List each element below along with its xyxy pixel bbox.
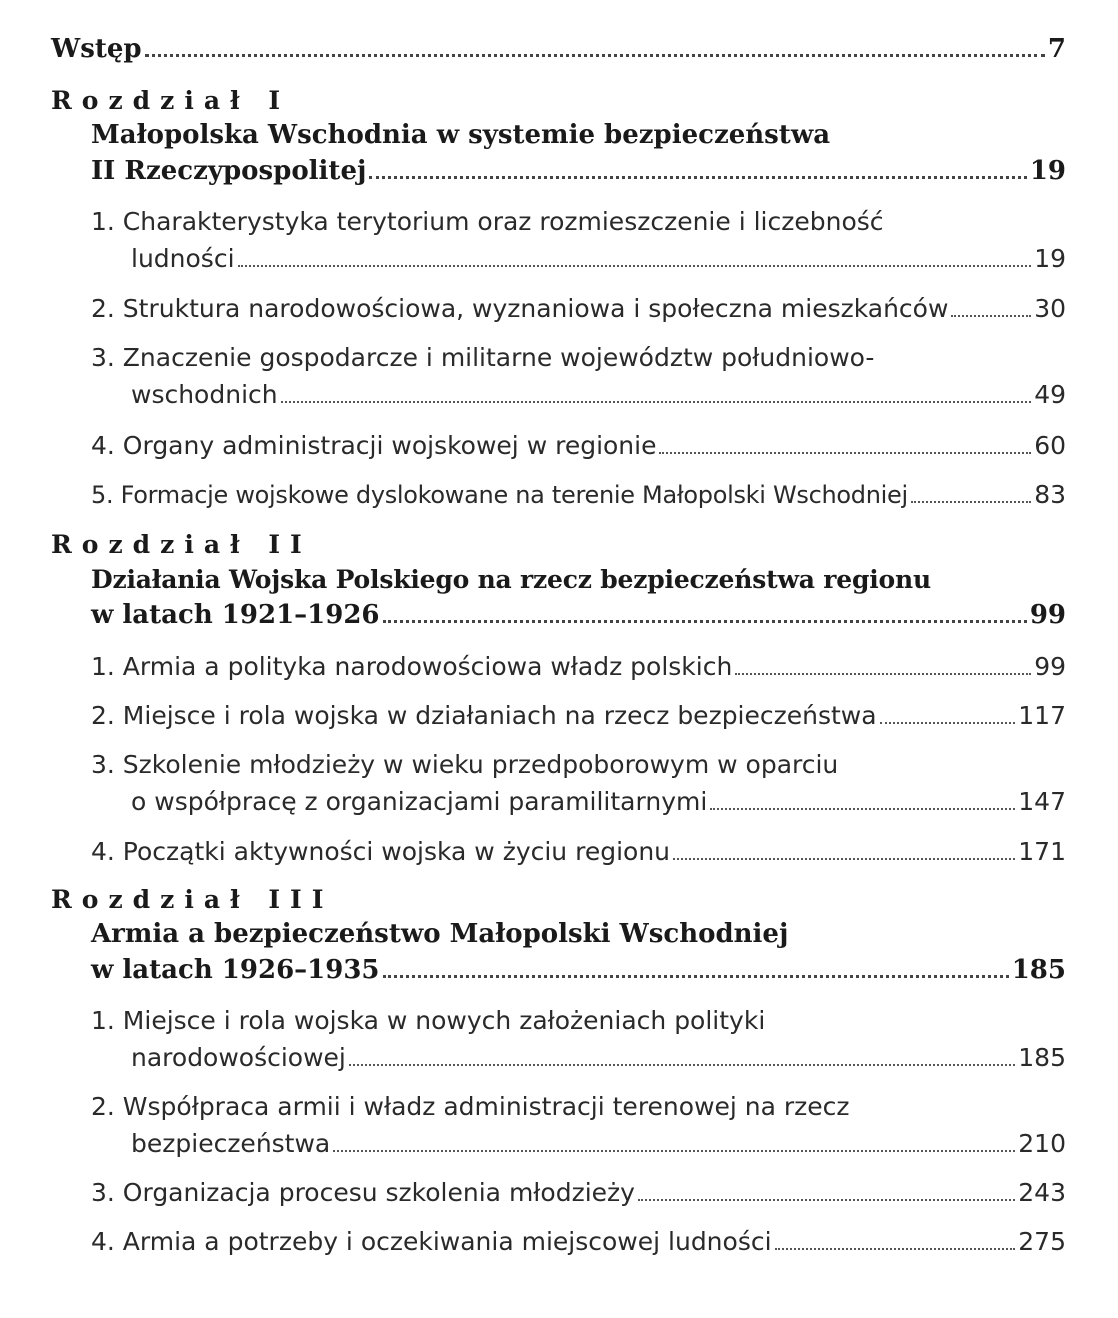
section-title: 3. Znaczenie gospodarcze i militarne województw południowo- <box>91 343 875 372</box>
dot-leader <box>333 1150 1015 1152</box>
toc-entry-section[interactable] <box>131 244 1066 273</box>
dot-leader <box>349 1064 1015 1066</box>
entry-title: Wstęp <box>51 34 142 64</box>
section-title: 4. Początki aktywności wojska w życiu regionu <box>91 837 671 866</box>
chapter-title: Działania Wojska Polskiego na rzecz bezpieczeństwa regionu <box>91 565 931 594</box>
toc-entry-intro[interactable] <box>51 34 1066 64</box>
dot-leader <box>383 975 1009 978</box>
dot-leader <box>281 401 1032 403</box>
page-number: 19 <box>1034 244 1066 273</box>
dot-leader <box>775 1248 1016 1250</box>
chapter-title: Małopolska Wschodnia w systemie bezpieczeństwa <box>91 120 831 150</box>
toc-entry-section[interactable] <box>91 701 1066 730</box>
page-number: 210 <box>1018 1129 1066 1158</box>
page-number: 147 <box>1018 787 1066 816</box>
section-title: 4. Armia a potrzeby i oczekiwania miejscowej ludności <box>91 1227 772 1256</box>
page-number: 83 <box>1034 480 1066 509</box>
toc-entry-section[interactable] <box>91 652 1066 681</box>
page-number: 19 <box>1029 156 1066 186</box>
chapter-title: II Rzeczypospolitej <box>91 156 367 186</box>
page-number: 117 <box>1018 701 1066 730</box>
toc-entry-chapter[interactable] <box>91 600 1066 630</box>
toc-entry-section[interactable] <box>131 1043 1066 1072</box>
toc-entry-section[interactable] <box>91 837 1066 866</box>
chapter-title: w latach 1921–1926 <box>91 600 380 630</box>
toc-entry-section[interactable] <box>131 787 1066 816</box>
section-title: wschodnich <box>131 380 278 409</box>
dot-leader <box>911 501 1031 503</box>
dot-leader <box>951 315 1031 317</box>
section-title: ludności <box>131 244 235 273</box>
page-number: 60 <box>1034 431 1066 460</box>
chapter-heading: Rozdział III <box>51 885 334 914</box>
section-title: 3. Organizacja procesu szkolenia młodzieży <box>91 1178 635 1207</box>
section-title: 2. Miejsce i rola wojska w działaniach na rzecz bezpieczeństwa <box>91 701 877 730</box>
toc-entry-section[interactable] <box>91 1178 1066 1207</box>
chapter-title: w latach 1926–1935 <box>91 955 380 985</box>
dot-leader <box>145 54 1045 57</box>
dot-leader <box>880 722 1016 724</box>
dot-leader <box>238 265 1032 267</box>
chapter-title: Armia a bezpieczeństwo Małopolski Wschodniej <box>91 919 789 949</box>
toc-entry-section[interactable] <box>91 294 1066 323</box>
page-number: 30 <box>1034 294 1066 323</box>
dot-leader <box>710 808 1015 810</box>
chapter-heading: Rozdział II <box>51 530 312 559</box>
page-number: 99 <box>1034 652 1066 681</box>
dot-leader <box>735 673 1031 675</box>
toc-entry-section[interactable] <box>91 1227 1066 1256</box>
section-title: 1. Charakterystyka terytorium oraz rozmieszczenie i liczebność <box>91 207 884 236</box>
section-title: 2. Współpraca armii i władz administracji terenowej na rzecz <box>91 1092 850 1121</box>
section-title: o współpracę z organizacjami paramilitarnymi <box>131 787 708 816</box>
page-number: 171 <box>1018 837 1066 866</box>
dot-leader <box>638 1199 1015 1201</box>
page-number: 185 <box>1018 1043 1066 1072</box>
section-title: 3. Szkolenie młodzieży w wieku przedpoborowym w oparciu <box>91 750 839 779</box>
chapter-heading: Rozdział I <box>51 86 291 115</box>
toc-entry-section[interactable] <box>131 380 1066 409</box>
page-number: 99 <box>1029 600 1066 630</box>
dot-leader <box>659 452 1031 454</box>
dot-leader <box>673 858 1015 860</box>
section-title: 1. Miejsce i rola wojska w nowych założeniach polityki <box>91 1006 766 1035</box>
toc-entry-section[interactable] <box>91 431 1066 460</box>
section-title: bezpieczeństwa <box>131 1129 331 1158</box>
toc-entry-section[interactable] <box>131 1129 1066 1158</box>
dot-leader <box>383 620 1027 623</box>
section-title: 1. Armia a polityka narodowościowa władz polskich <box>91 652 733 681</box>
page-number: 7 <box>1047 34 1066 64</box>
section-title: 5. Formacje wojskowe dyslokowane na terenie Małopolski Wschodniej <box>91 481 908 509</box>
page-number: 185 <box>1011 955 1066 985</box>
dot-leader <box>369 176 1026 179</box>
toc-entry-chapter[interactable] <box>91 955 1066 985</box>
page-number: 275 <box>1018 1227 1066 1256</box>
toc-entry-section[interactable] <box>91 480 1066 509</box>
section-title: 4. Organy administracji wojskowej w regionie <box>91 431 657 460</box>
section-title: narodowościowej <box>131 1043 346 1072</box>
section-title: 2. Struktura narodowościowa, wyznaniowa i społeczna mieszkańców <box>91 294 949 323</box>
page-number: 243 <box>1018 1178 1066 1207</box>
toc-entry-chapter[interactable] <box>91 156 1066 186</box>
page-number: 49 <box>1034 380 1066 409</box>
